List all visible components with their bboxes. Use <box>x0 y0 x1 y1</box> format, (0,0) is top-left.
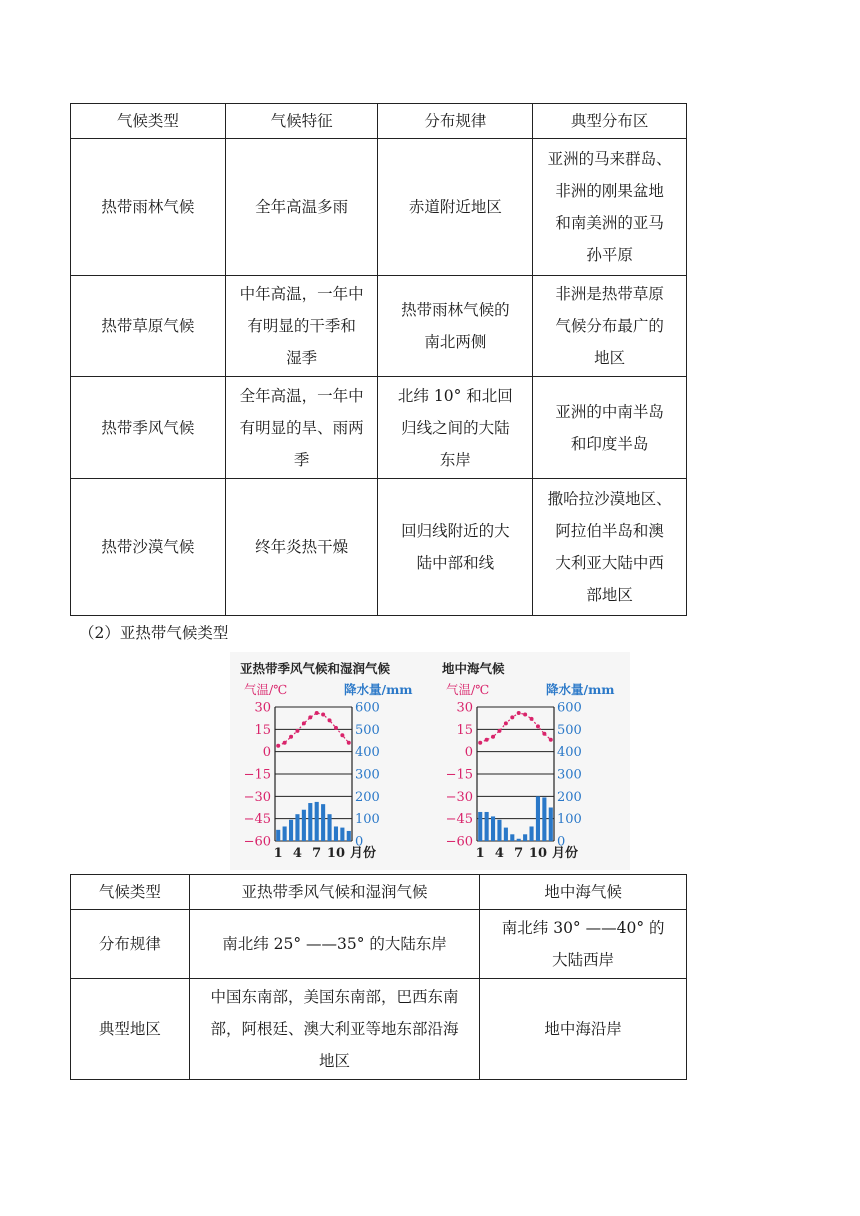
y-right-tick-label: 200 <box>557 789 582 805</box>
temperature-point <box>536 724 540 728</box>
table-cell: 亚洲的中南半岛 和印度半岛 <box>533 377 687 479</box>
x-tick-label: 10 <box>528 846 548 861</box>
y-left-tick-label: −15 <box>243 767 271 783</box>
table-cell: 全年高温，一年中 有明显的旱、雨两 季 <box>225 377 378 479</box>
y-left-tick-label: −45 <box>243 812 271 828</box>
table-row <box>71 276 687 377</box>
tropical-climate-table <box>70 103 687 616</box>
temperature-point <box>315 711 319 715</box>
precipitation-bar <box>517 839 521 841</box>
chart-title: 亚热带季风气候和湿润气候 <box>240 661 391 676</box>
table-cell: 赤道附近地区 <box>378 139 533 276</box>
table-cell: 热带雨林气候 <box>71 139 226 276</box>
precipitation-bar <box>295 814 299 841</box>
table-cell: 回归线附近的大 陆中部和线 <box>378 479 533 616</box>
y-left-tick-label: −30 <box>243 789 271 805</box>
y-left-tick-label: 30 <box>456 700 473 716</box>
table-row <box>71 479 687 616</box>
precipitation-bar <box>536 796 540 841</box>
table-cell: 热带季风气候 <box>71 377 226 479</box>
table-row <box>71 979 687 1080</box>
climate-charts-figure <box>230 652 630 870</box>
precipitation-bar <box>315 802 319 841</box>
x-tick-label: 1 <box>475 846 485 861</box>
table-cell: 亚洲的马来群岛、 非洲的刚果盆地 和南美洲的亚马 孙平原 <box>533 139 687 276</box>
y-left-axis-label: 气温/℃ <box>446 682 490 697</box>
temperature-point <box>485 738 489 742</box>
precipitation-bar <box>276 830 280 841</box>
y-right-axis-label: 降水量/mm <box>344 682 413 697</box>
temperature-point <box>523 712 527 716</box>
precipitation-bar <box>504 828 508 841</box>
y-left-tick-label: 0 <box>262 745 271 761</box>
x-axis-label: 月份 <box>551 846 578 861</box>
y-right-tick-label: 300 <box>355 767 380 783</box>
y-right-tick-label: 100 <box>355 812 380 828</box>
precipitation-bar <box>478 812 482 841</box>
header-cell: 气候类型 <box>71 104 226 139</box>
precipitation-bar <box>497 820 501 841</box>
table-cell: 热带沙漠气候 <box>71 479 226 616</box>
y-right-tick-label: 100 <box>557 812 582 828</box>
precipitation-bar <box>347 831 351 841</box>
chart-title: 地中海气候 <box>442 661 505 676</box>
x-tick-label: 7 <box>514 846 524 861</box>
header-cell: 气候特征 <box>225 104 378 139</box>
y-right-tick-label: 200 <box>355 789 380 805</box>
y-right-tick-label: 0 <box>557 834 566 850</box>
header-cell: 分布规律 <box>378 104 533 139</box>
y-right-tick-label: 500 <box>557 722 582 738</box>
y-left-tick-label: 0 <box>464 745 473 761</box>
table-cell: 热带草原气候 <box>71 276 226 377</box>
table-cell: 中国东南部，美国东南部，巴西东南 部，阿根廷、澳大利亚等地东部沿海 地区 <box>189 979 480 1080</box>
temperature-point <box>517 711 521 715</box>
table-cell: 地中海沿岸 <box>480 979 687 1080</box>
temperature-point <box>340 733 344 737</box>
precipitation-bar <box>340 828 344 841</box>
y-right-axis-label: 降水量/mm <box>546 682 615 697</box>
temperature-point <box>308 715 312 719</box>
y-left-tick-label: 15 <box>254 722 271 738</box>
precipitation-bar <box>542 797 546 841</box>
y-right-tick-label: 0 <box>355 834 364 850</box>
table-row <box>71 139 687 276</box>
x-axis-label: 月份 <box>349 846 376 861</box>
table-cell: 非洲是热带草原 气候分布最广的 地区 <box>533 276 687 377</box>
table-cell: 北纬 10° 和北回 归线之间的大陆 东岸 <box>378 377 533 479</box>
precipitation-bar <box>491 816 495 841</box>
section-caption: （2）亚热带气候类型 <box>79 624 229 642</box>
y-right-tick-label: 400 <box>355 745 380 761</box>
precipitation-bar <box>523 834 527 841</box>
temperature-point <box>321 712 325 716</box>
x-tick-label: 7 <box>312 846 322 861</box>
x-tick-label: 4 <box>494 846 504 861</box>
precipitation-bar <box>321 804 325 841</box>
precipitation-bar <box>327 814 331 841</box>
temperature-point <box>328 718 332 722</box>
y-right-tick-label: 600 <box>355 700 380 716</box>
y-left-tick-label: −15 <box>445 767 473 783</box>
temperature-point <box>542 732 546 736</box>
subtropical-climate-table <box>70 874 687 1080</box>
table-cell: 南北纬 30° ——40° 的 大陆西岸 <box>480 910 687 979</box>
table-row <box>71 910 687 979</box>
y-left-tick-label: −60 <box>445 834 473 850</box>
precipitation-bar <box>510 834 514 841</box>
temperature-point <box>295 729 299 733</box>
y-left-axis-label: 气温/℃ <box>244 682 288 697</box>
table-cell: 热带雨林气候的 南北两侧 <box>378 276 533 377</box>
precipitation-bar <box>549 808 553 842</box>
table-cell: 南北纬 25° ——35° 的大陆东岸 <box>189 910 480 979</box>
table-cell: 中年高温，一年中 有明显的干季和 湿季 <box>225 276 378 377</box>
y-right-tick-label: 400 <box>557 745 582 761</box>
temperature-point <box>549 738 553 742</box>
temperature-point <box>347 741 351 745</box>
temperature-point <box>530 717 534 721</box>
temperature-point <box>497 729 501 733</box>
temperature-point <box>283 741 287 745</box>
y-right-tick-label: 300 <box>557 767 582 783</box>
table-cell: 全年高温多雨 <box>225 139 378 276</box>
temperature-point <box>289 735 293 739</box>
temperature-point <box>510 715 514 719</box>
header-cell: 典型分布区 <box>533 104 687 139</box>
y-left-tick-label: −60 <box>243 834 271 850</box>
header-cell: 亚热带季风气候和湿润气候 <box>189 875 480 910</box>
table-cell: 典型地区 <box>71 979 190 1080</box>
temperature-point <box>478 741 482 745</box>
temperature-point <box>302 721 306 725</box>
header-cell: 气候类型 <box>71 875 190 910</box>
climate-charts-svg <box>230 652 630 870</box>
precipitation-bar <box>283 826 287 841</box>
table-cell: 分布规律 <box>71 910 190 979</box>
table-cell: 撒哈拉沙漠地区、 阿拉伯半岛和澳 大利亚大陆中西 部地区 <box>533 479 687 616</box>
table-cell: 终年炎热干燥 <box>225 479 378 616</box>
y-left-tick-label: 15 <box>456 722 473 738</box>
precipitation-bar <box>485 812 489 841</box>
y-left-tick-label: 30 <box>254 700 271 716</box>
y-right-tick-label: 500 <box>355 722 380 738</box>
y-left-tick-label: −30 <box>445 789 473 805</box>
y-right-tick-label: 600 <box>557 700 582 716</box>
table-header-row <box>71 875 687 910</box>
temperature-line <box>480 713 551 743</box>
precipitation-bar <box>289 820 293 841</box>
temperature-point <box>334 726 338 730</box>
precipitation-bar <box>302 810 306 841</box>
precipitation-bar <box>334 826 338 841</box>
precipitation-bar <box>308 803 312 841</box>
temperature-point <box>276 744 280 748</box>
temperature-point <box>504 721 508 725</box>
temperature-point <box>491 735 495 739</box>
header-cell: 地中海气候 <box>480 875 687 910</box>
table-row <box>71 377 687 479</box>
x-tick-label: 4 <box>292 846 302 861</box>
table-header-row <box>71 104 687 139</box>
y-left-tick-label: −45 <box>445 812 473 828</box>
x-tick-label: 1 <box>273 846 283 861</box>
x-tick-label: 10 <box>326 846 346 861</box>
precipitation-bar <box>529 826 533 841</box>
